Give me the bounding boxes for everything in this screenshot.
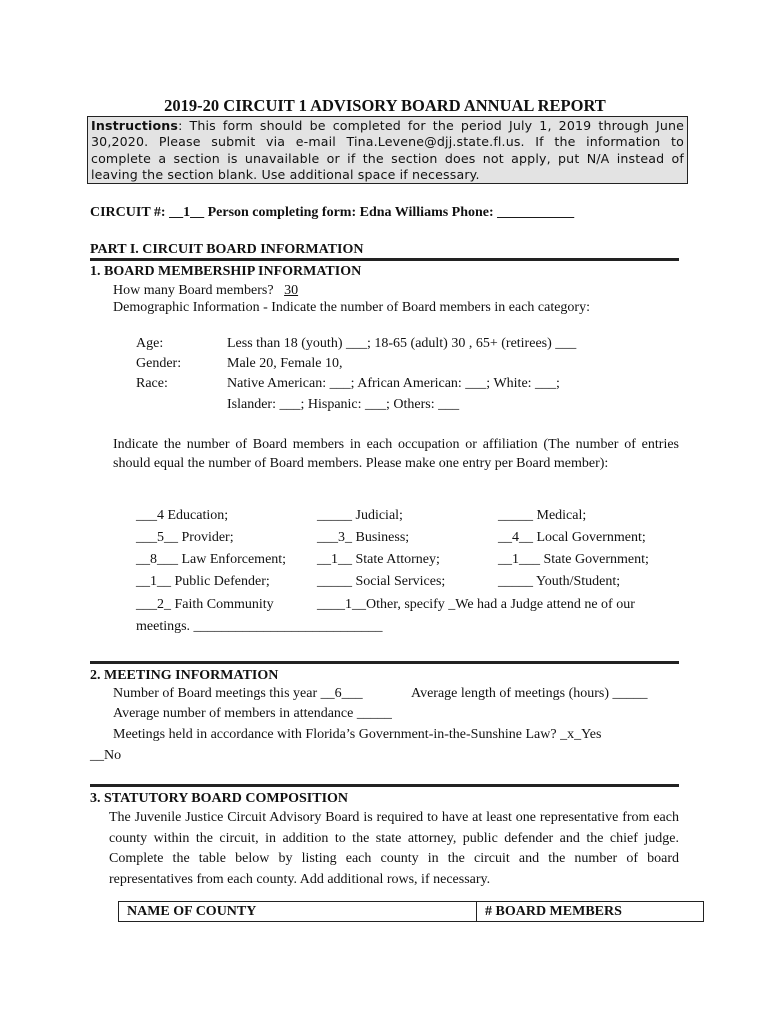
occupation-cell: ___2_ Faith Community: [136, 597, 274, 612]
occupation-cell: __1___ State Government;: [498, 552, 649, 567]
age-label: Age:: [136, 336, 164, 351]
county-table: [118, 901, 704, 922]
report-title: 2019-20 CIRCUIT 1 ADVISORY BOARD ANNUAL REPORT: [164, 96, 606, 115]
occupation-instruction: Indicate the number of Board members in each occupation or affiliation (The number of entries should equal the number of Board members. Please make one entry per Board member):: [113, 437, 679, 471]
divider: [90, 258, 679, 261]
occupation-cell: ___5__ Provider;: [136, 530, 234, 545]
occupation-cell: _____ Youth/Student;: [498, 574, 621, 589]
meeting-length: Average length of meetings (hours) _____: [411, 686, 648, 701]
divider: [90, 661, 679, 664]
section1-heading: 1. BOARD MEMBERSHIP INFORMATION: [90, 264, 362, 279]
table-header: NAME OF COUNTY: [119, 902, 477, 922]
race-value-line2: Islander: ___; Hispanic: ___; Others: ___: [227, 397, 460, 412]
occupation-cell: __4__ Local Government;: [498, 530, 646, 545]
occupation-cell: _____ Social Services;: [317, 574, 446, 589]
gender-label: Gender:: [136, 356, 182, 371]
instructions-label: Instructions: [91, 118, 179, 133]
board-count-answer: 30: [284, 283, 299, 298]
occupation-cell: __1__ Public Defender;: [136, 574, 270, 589]
sunshine-law-no: __No: [90, 748, 122, 763]
occupation-cell: ___3_ Business;: [317, 530, 410, 545]
demographic-instruction: Demographic Information - Indicate the number of Board members in each category:: [113, 300, 590, 315]
sunshine-law: Meetings held in accordance with Florida’s Government-in-the-Sunshine Law? _x_Yes: [113, 727, 602, 742]
age-value: Less than 18 (youth) ___; 18-65 (adult) 30 , 65+ (retirees) ___: [227, 336, 577, 351]
board-count-question: How many Board members?: [113, 283, 274, 298]
section3-heading: 3. STATUTORY BOARD COMPOSITION: [90, 791, 349, 806]
occupation-cell: ___4 Education;: [136, 508, 229, 523]
meetings-count: Number of Board meetings this year __6___: [113, 686, 363, 701]
occupation-cell: __1__ State Attorney;: [317, 552, 440, 567]
occupation-other-tail: meetings. ___________________________: [136, 619, 383, 634]
table-header-row: [119, 902, 704, 922]
occupation-cell: _____ Judicial;: [317, 508, 403, 523]
instructions-text: : This form should be completed for the period July 1, 2019 through June 30,2020. Please submit via e-mail Tina.Levene@djj.state.fl.us. If the information to complete a section is unavailable or if the section does not apply, put N/A instead of leaving the section blank. Use additional space if necessary.: [91, 118, 684, 182]
attendance: Average number of members in attendance _____: [113, 706, 392, 721]
table-header: # BOARD MEMBERS: [477, 902, 704, 922]
instructions-box: [87, 116, 688, 184]
race-label: Race:: [136, 376, 168, 391]
occupation-cell-other: ____1__Other, specify _We had a Judge attend ne of our: [317, 597, 635, 612]
occupation-cell: __8___ Law Enforcement;: [136, 552, 287, 567]
gender-value: Male 20, Female 10,: [227, 356, 343, 371]
part1-heading: PART I. CIRCUIT BOARD INFORMATION: [90, 242, 364, 257]
race-value-line1: Native American: ___; African American: ___; White: ___;: [227, 376, 560, 391]
section3-text: The Juvenile Justice Circuit Advisory Board is required to have at least one representative from each county within the circuit, in addition to the state attorney, public defender and the chief judge. Complete the table below by listing each county in the circuit and the number of board representatives from each county. Add additional rows, if necessary.: [109, 810, 679, 887]
divider: [90, 784, 679, 787]
board-count-line: [113, 283, 298, 299]
occupation-cell: _____ Medical;: [498, 508, 587, 523]
circuit-header-line: CIRCUIT #: __1__ Person completing form: Edna Williams Phone: ___________: [90, 205, 575, 220]
section2-heading: 2. MEETING INFORMATION: [90, 668, 279, 683]
